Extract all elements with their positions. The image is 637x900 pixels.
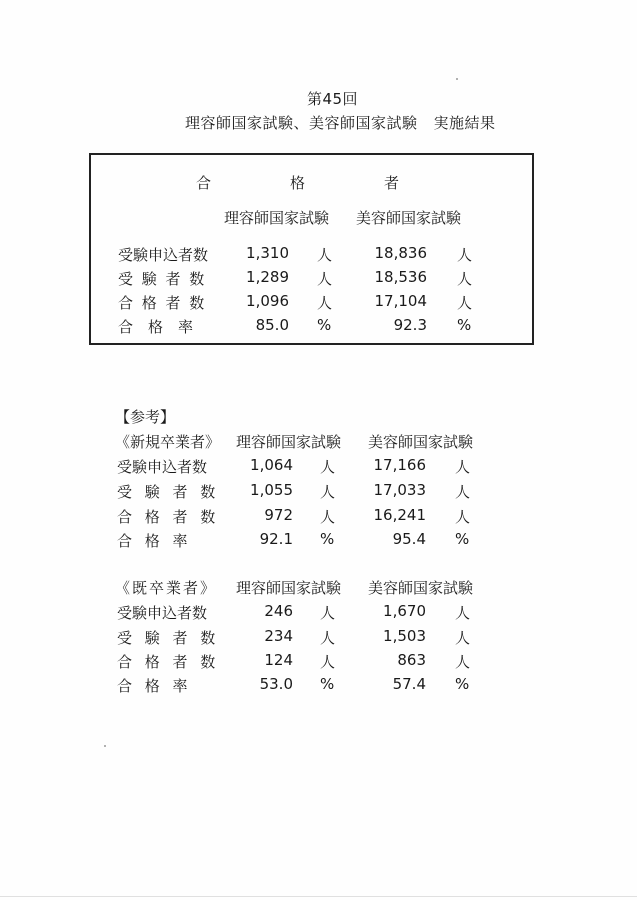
scan-speck bbox=[456, 78, 458, 80]
page-edge bbox=[0, 896, 637, 897]
beautician-value: 17,166 bbox=[373, 456, 426, 474]
summary-header bbox=[91, 172, 532, 192]
unit: 人 bbox=[457, 270, 473, 288]
col-beautician-exam: 美容師国家試験 bbox=[368, 433, 474, 451]
beautician-value: 95.4 bbox=[392, 530, 426, 548]
row-label: 合 格 者 数 bbox=[117, 653, 220, 671]
barber-value: 85.0 bbox=[255, 316, 289, 334]
unit: 人 bbox=[455, 653, 471, 671]
row-label: 合 格 率 bbox=[118, 318, 194, 336]
beautician-value: 1,670 bbox=[383, 602, 426, 620]
row-label: 合 格 者 数 bbox=[118, 294, 207, 312]
barber-value: 246 bbox=[264, 602, 293, 620]
unit: 人 bbox=[455, 629, 471, 647]
unit: 人 bbox=[457, 294, 473, 312]
document-title bbox=[185, 112, 496, 133]
unit: % bbox=[320, 675, 335, 693]
row-label: 受 験 者 数 bbox=[117, 629, 220, 647]
unit: 人 bbox=[320, 508, 336, 526]
unit: 人 bbox=[320, 653, 336, 671]
barber-value: 972 bbox=[264, 506, 293, 524]
barber-value: 1,096 bbox=[246, 292, 289, 310]
barber-value: 92.1 bbox=[259, 530, 293, 548]
row-label: 受 験 者 数 bbox=[117, 483, 220, 501]
exam-names: 理容師国家試験、美容師国家試験 bbox=[185, 114, 418, 132]
beautician-value: 18,536 bbox=[374, 268, 427, 286]
col-barber-exam: 理容師国家試験 bbox=[224, 209, 330, 227]
row-label: 受験申込者数 bbox=[118, 246, 209, 264]
new-grads-label: 《新規卒業者》 bbox=[115, 433, 221, 451]
barber-value: 1,055 bbox=[250, 481, 293, 499]
beautician-value: 57.4 bbox=[392, 675, 426, 693]
barber-value: 1,310 bbox=[246, 244, 289, 262]
unit: 人 bbox=[455, 508, 471, 526]
unit: % bbox=[317, 316, 332, 334]
row-label: 受 験 者 数 bbox=[118, 270, 207, 288]
summary-box bbox=[89, 153, 534, 345]
barber-value: 234 bbox=[264, 627, 293, 645]
reference-heading: 【参考】 bbox=[115, 408, 176, 426]
unit: 人 bbox=[320, 629, 336, 647]
prev-grads-label: 《既卒業者》 bbox=[115, 579, 218, 597]
col-beautician-exam: 美容師国家試験 bbox=[356, 209, 462, 227]
barber-value: 1,289 bbox=[246, 268, 289, 286]
unit: % bbox=[455, 530, 470, 548]
beautician-value: 16,241 bbox=[373, 506, 426, 524]
unit: % bbox=[457, 316, 472, 334]
unit: 人 bbox=[320, 458, 336, 476]
beautician-value: 92.3 bbox=[393, 316, 427, 334]
round-title: 第45回 bbox=[306, 90, 359, 108]
row-label: 受験申込者数 bbox=[117, 604, 208, 622]
barber-value: 1,064 bbox=[250, 456, 293, 474]
beautician-value: 18,836 bbox=[374, 244, 427, 262]
col-barber-exam: 理容師国家試験 bbox=[236, 433, 342, 451]
unit: 人 bbox=[320, 604, 336, 622]
unit: % bbox=[320, 530, 335, 548]
unit: 人 bbox=[317, 246, 333, 264]
header-char-1: 合 bbox=[196, 174, 212, 192]
header-char-3: 者 bbox=[384, 174, 400, 192]
beautician-value: 1,503 bbox=[383, 627, 426, 645]
col-beautician-exam: 美容師国家試験 bbox=[368, 579, 474, 597]
col-barber-exam: 理容師国家試験 bbox=[236, 579, 342, 597]
unit: 人 bbox=[320, 483, 336, 501]
unit: 人 bbox=[317, 294, 333, 312]
row-label: 合 格 者 数 bbox=[117, 508, 220, 526]
barber-value: 124 bbox=[264, 651, 293, 669]
barber-value: 53.0 bbox=[259, 675, 293, 693]
beautician-value: 17,033 bbox=[373, 481, 426, 499]
unit: 人 bbox=[457, 246, 473, 264]
row-label: 受験申込者数 bbox=[117, 458, 208, 476]
header-char-2: 格 bbox=[290, 174, 306, 192]
beautician-value: 863 bbox=[397, 651, 426, 669]
results-label: 実施結果 bbox=[433, 114, 496, 132]
row-label: 合 格 率 bbox=[117, 532, 192, 550]
unit: 人 bbox=[455, 604, 471, 622]
beautician-value: 17,104 bbox=[374, 292, 427, 310]
unit: % bbox=[455, 675, 470, 693]
unit: 人 bbox=[455, 458, 471, 476]
scan-speck bbox=[104, 745, 106, 747]
row-label: 合 格 率 bbox=[117, 677, 192, 695]
unit: 人 bbox=[455, 483, 471, 501]
unit: 人 bbox=[317, 270, 333, 288]
